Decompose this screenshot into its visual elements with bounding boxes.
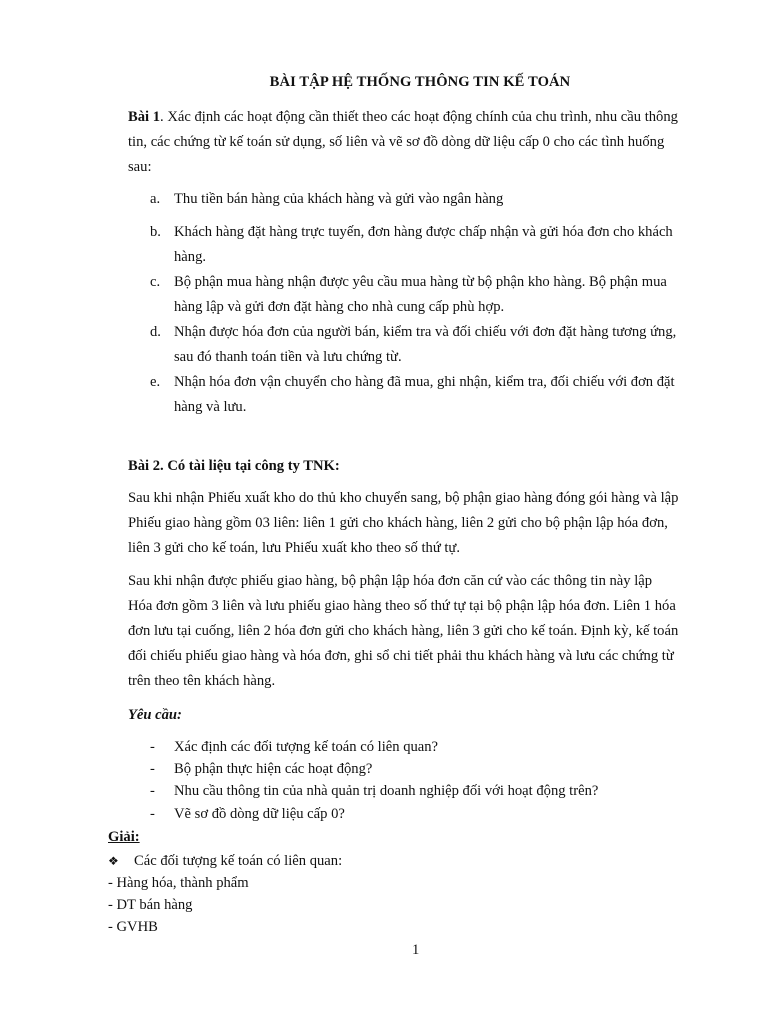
- item-marker: a.: [150, 191, 161, 207]
- dash-marker: -: [150, 739, 155, 755]
- document-title: BÀI TẬP HỆ THỐNG THÔNG TIN KẾ TOÁN: [269, 74, 571, 90]
- bai1-line-1: . Xác định các hoạt động cần thiết theo các hoạt động chính của chu trình, nhu cầu thông: [160, 109, 678, 125]
- item-marker: c.: [150, 274, 161, 290]
- diamond-bullet-icon: ❖: [108, 854, 119, 868]
- bai1-line-2: tin, các chứng từ kế toán sử dụng, số liên và vẽ sơ đồ dòng dữ liệu cấp 0 cho các tình huống: [128, 134, 665, 150]
- paragraph-line: Sau khi nhận Phiếu xuất kho do thủ kho chuyển sang, bộ phận giao hàng đóng gói hàng và lập: [128, 490, 679, 506]
- paragraph-line: trên theo tên khách hàng.: [128, 673, 276, 689]
- item-marker: d.: [150, 324, 161, 340]
- solution-line: - DT bán hàng: [108, 897, 193, 913]
- item-line: Nhận được hóa đơn của người bán, kiểm tra và đối chiếu với đơn đặt hàng tương ứng,: [174, 324, 677, 340]
- bai2-paragraph-2: [128, 569, 714, 694]
- solution-heading: Giải:: [108, 829, 140, 845]
- paragraph-line: liên 3 gửi cho kế toán, lưu Phiếu xuất kho theo số thứ tự.: [128, 540, 460, 556]
- dash-marker: -: [150, 783, 155, 799]
- bai1-label: Bài 1: [128, 109, 161, 125]
- paragraph-line: Hóa đơn gồm 3 liên và lưu phiếu giao hàng theo số thứ tự tại bộ phận lập hóa đơn. Liên 1 hóa: [128, 598, 676, 614]
- requirement-text: Vẽ sơ đồ dòng dữ liệu cấp 0?: [174, 806, 345, 822]
- requirement-text: Bộ phận thực hiện các hoạt động?: [174, 761, 373, 777]
- requirement-text: Nhu cầu thông tin của nhà quản trị doanh nghiệp đối với hoạt động trên?: [174, 783, 599, 799]
- dash-marker: -: [150, 761, 155, 777]
- page-number: 1: [412, 942, 420, 958]
- solution-bullet-text: Các đối tượng kế toán có liên quan:: [134, 853, 343, 869]
- bai2-paragraph-1: [128, 486, 714, 561]
- bai2-heading: Bài 2. Có tài liệu tại công ty TNK:: [128, 458, 340, 474]
- item-line: hàng.: [174, 249, 207, 265]
- item-line: Bộ phận mua hàng nhận được yêu cầu mua hàng từ bộ phận kho hàng. Bộ phận mua: [174, 274, 667, 290]
- item-marker: e.: [150, 374, 161, 390]
- paragraph-line: Sau khi nhận được phiếu giao hàng, bộ phận lập hóa đơn căn cứ vào các thông tin này lập: [128, 573, 653, 589]
- item-line: Nhận hóa đơn vận chuyển cho hàng đã mua, ghi nhận, kiểm tra, đối chiếu với đơn đặt: [174, 374, 675, 390]
- solution-bullet: [108, 850, 342, 872]
- item-line: hàng và lưu.: [174, 399, 247, 415]
- yeu-cau-heading: Yêu cầu:: [128, 707, 182, 723]
- solution-line: - Hàng hóa, thành phẩm: [108, 875, 249, 891]
- item-line: Khách hàng đặt hàng trực tuyến, đơn hàng được chấp nhận và gửi hóa đơn cho khách: [174, 224, 673, 240]
- item-line: hàng lập và gửi đơn đặt hàng cho nhà cung cấp phù hợp.: [174, 299, 505, 315]
- bai1-intro: [128, 105, 712, 180]
- item-line: Thu tiền bán hàng của khách hàng và gửi vào ngân hàng: [174, 191, 504, 207]
- item-line: sau đó thanh toán tiền và lưu chứng từ.: [174, 349, 402, 365]
- solution-line: - GVHB: [108, 919, 158, 935]
- requirement-text: Xác định các đối tượng kế toán có liên quan?: [174, 739, 439, 755]
- paragraph-line: đơn lưu tại cuống, liên 2 hóa đơn gửi cho khách hàng, liên 3 gửi cho kế toán. Định kỳ, kế toán: [128, 623, 679, 639]
- paragraph-line: đối chiếu phiếu giao hàng và hóa đơn, ghi sổ chi tiết phải thu khách hàng và lưu các chứng từ: [128, 648, 674, 664]
- item-marker: b.: [150, 224, 161, 240]
- paragraph-line: Phiếu giao hàng gồm 03 liên: liên 1 gửi cho khách hàng, liên 2 gửi cho bộ phận lập hóa đơn,: [128, 515, 668, 531]
- bai1-line-3: sau:: [128, 159, 152, 175]
- dash-marker: -: [150, 806, 155, 822]
